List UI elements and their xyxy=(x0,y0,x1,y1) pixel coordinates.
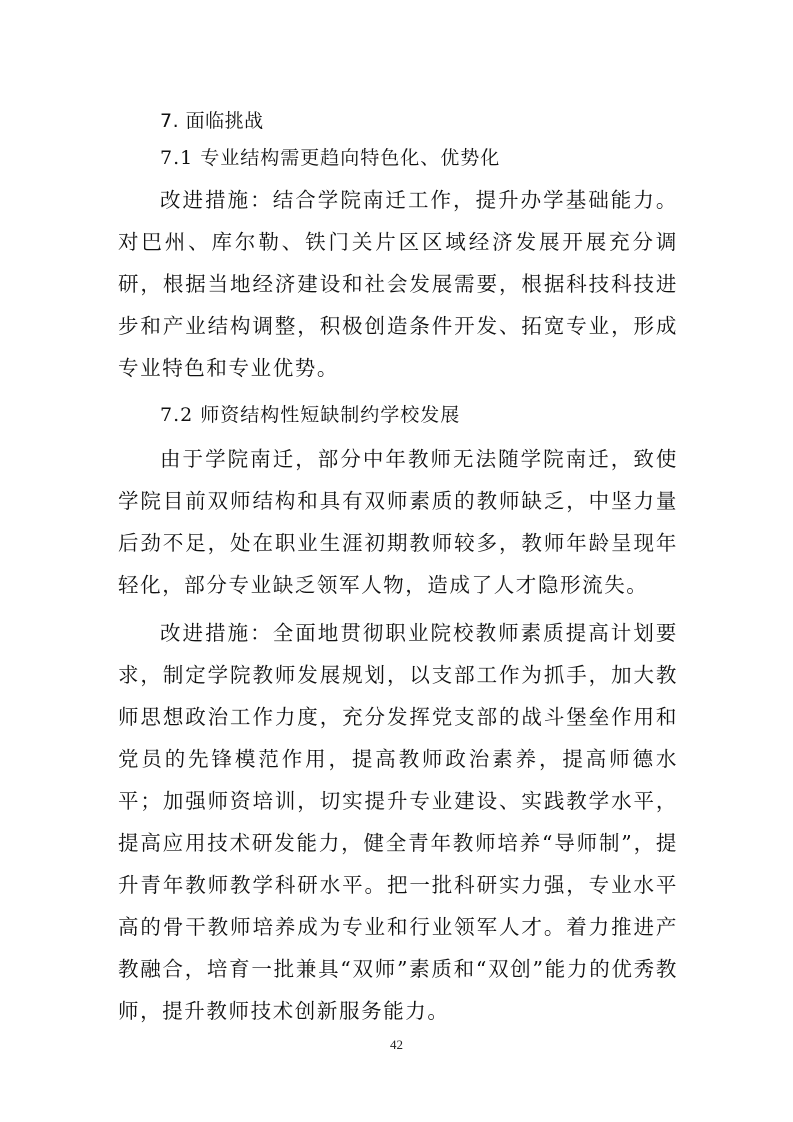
subsection-title-7-2: 7.2 师资结构性短缺制约学校发展 xyxy=(160,404,461,426)
page-content xyxy=(118,103,678,1032)
section-title: 7. 面临挑战 xyxy=(160,110,264,132)
page-number: 42 xyxy=(390,1037,403,1052)
paragraph-improvement-7-2: 改进措施：全面地贯彻职业院校教师素质提高计划要求，制定学院教师发展规划，以支部工作为抓手，加大教师思想政治工作力度，充分发挥党支部的战斗堡垒作用和党员的先锋模范作用，提高教师政治素养，提高师德水平；加强师资培训，切实提升专业建设、实践教学水平，提高应用技术研发能力，健全青年教师培养“导师制”，提升青年教师教学科研水平。把一批科研实力强，专业水平高的骨干教师培养成为专业和行业领军人才。着力推进产教融合，培育一批兼具“双师”素质和“双创”能力的优秀教师，提升教师技术创新服务能力。 xyxy=(118,621,678,1023)
paragraph-problem-7-2: 由于学院南迁，部分中年教师无法随学院南迁，致使学院目前双师结构和具有双师素质的教师缺乏，中坚力量后劲不足，处在职业生涯初期教师较多，教师年龄呈现年轻化，部分专业缺乏领军人物，造成了人才隐形流失。 xyxy=(118,447,678,597)
subsection-title-7-1: 7.1 专业结构需更趋向特色化、优势化 xyxy=(160,147,501,169)
paragraph-improvement-7-1: 改进措施：结合学院南迁工作，提升办学基础能力。对巴州、库尔勒、铁门关片区区域经济发展开展充分调研，根据当地经济建设和社会发展需要，根据科技科技进步和产业结构调整，积极创造条件开发、拓宽专业，形成专业特色和专业优势。 xyxy=(118,188,678,380)
